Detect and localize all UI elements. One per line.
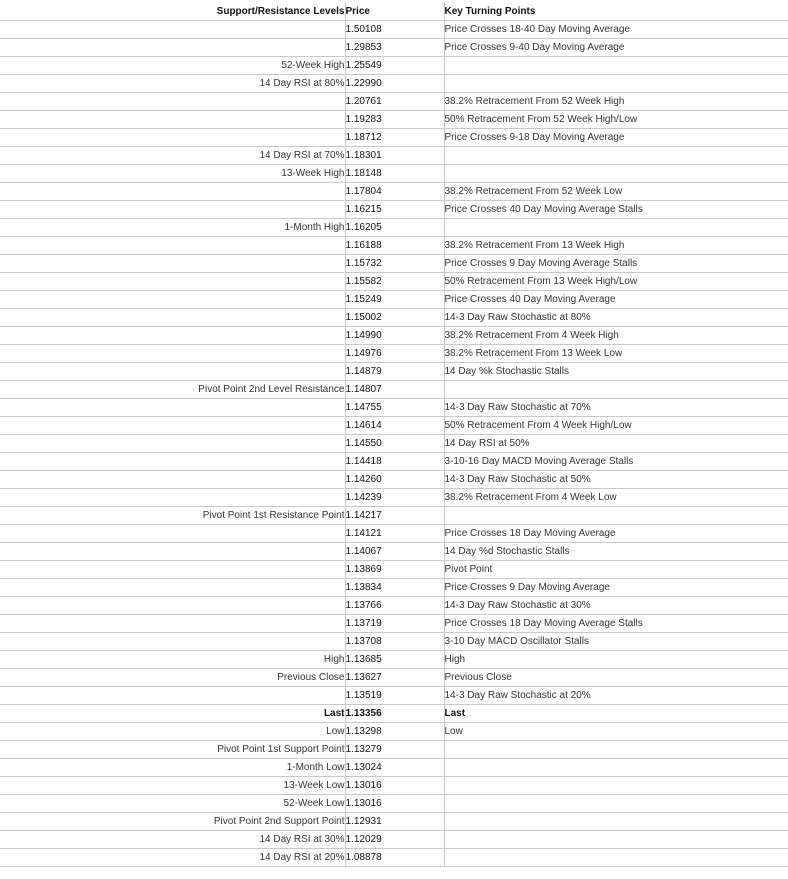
level-cell <box>0 453 345 471</box>
price-cell: 1.14614 <box>345 417 444 435</box>
table-row <box>0 669 788 687</box>
price-cell: 1.14990 <box>345 327 444 345</box>
table-row <box>0 813 788 831</box>
header-support-resistance: Support/Resistance Levels <box>0 3 345 21</box>
level-cell <box>0 309 345 327</box>
table-row <box>0 219 788 237</box>
table-row <box>0 723 788 741</box>
turning-point-cell: Price Crosses 9 Day Moving Average <box>444 579 788 597</box>
turning-point-cell: Price Crosses 40 Day Moving Average Stalls <box>444 201 788 219</box>
price-cell: 1.50108 <box>345 21 444 39</box>
level-cell: 13-Week Low <box>0 777 345 795</box>
price-cell: 1.15732 <box>345 255 444 273</box>
table-row <box>0 291 788 309</box>
table-row <box>0 417 788 435</box>
price-cell: 1.15582 <box>345 273 444 291</box>
turning-point-cell <box>444 165 788 183</box>
table-row <box>0 525 788 543</box>
level-cell <box>0 399 345 417</box>
level-cell: Previous Close <box>0 669 345 687</box>
turning-point-cell: 14-3 Day Raw Stochastic at 30% <box>444 597 788 615</box>
turning-point-cell <box>444 741 788 759</box>
turning-point-cell <box>444 759 788 777</box>
table-row <box>0 21 788 39</box>
table-row <box>0 579 788 597</box>
level-cell: Pivot Point 1st Support Point <box>0 741 345 759</box>
table-row <box>0 543 788 561</box>
price-cell: 1.13685 <box>345 651 444 669</box>
level-cell <box>0 633 345 651</box>
table-row <box>0 615 788 633</box>
level-cell <box>0 93 345 111</box>
price-cell: 1.14121 <box>345 525 444 543</box>
level-cell: 1-Month High <box>0 219 345 237</box>
level-cell: Low <box>0 723 345 741</box>
level-cell <box>0 597 345 615</box>
turning-point-cell: 14 Day %d Stochastic Stalls <box>444 543 788 561</box>
table-row <box>0 831 788 849</box>
price-cell: 1.12029 <box>345 831 444 849</box>
price-cell: 1.13766 <box>345 597 444 615</box>
table-row <box>0 57 788 75</box>
level-cell: Pivot Point 2nd Level Resistance <box>0 381 345 399</box>
price-cell: 1.14755 <box>345 399 444 417</box>
turning-point-cell: 3-10 Day MACD Oscillator Stalls <box>444 633 788 651</box>
table-row <box>0 147 788 165</box>
turning-point-cell: Price Crosses 9-18 Day Moving Average <box>444 129 788 147</box>
level-cell <box>0 327 345 345</box>
price-cell: 1.14976 <box>345 345 444 363</box>
turning-point-cell: 3-10-16 Day MACD Moving Average Stalls <box>444 453 788 471</box>
turning-point-cell: 38.2% Retracement From 52 Week Low <box>444 183 788 201</box>
table-row <box>0 471 788 489</box>
level-cell <box>0 471 345 489</box>
level-cell: High <box>0 651 345 669</box>
turning-point-cell: 14-3 Day Raw Stochastic at 70% <box>444 399 788 417</box>
turning-point-cell: Price Crosses 18 Day Moving Average Stalls <box>444 615 788 633</box>
level-cell: Last <box>0 705 345 723</box>
level-cell <box>0 687 345 705</box>
turning-point-cell <box>444 813 788 831</box>
price-cell: 1.13869 <box>345 561 444 579</box>
price-cell: 1.20761 <box>345 93 444 111</box>
level-cell: 14 Day RSI at 80% <box>0 75 345 93</box>
price-cell: 1.14550 <box>345 435 444 453</box>
price-cell: 1.13298 <box>345 723 444 741</box>
turning-point-cell: Last <box>444 705 788 723</box>
table-row <box>0 561 788 579</box>
price-cell: 1.18148 <box>345 165 444 183</box>
turning-point-cell: Price Crosses 18-40 Day Moving Average <box>444 21 788 39</box>
table-row <box>0 327 788 345</box>
table-row <box>0 93 788 111</box>
price-cell: 1.29853 <box>345 39 444 57</box>
turning-point-cell: Price Crosses 9 Day Moving Average Stalls <box>444 255 788 273</box>
price-cell: 1.14217 <box>345 507 444 525</box>
level-cell <box>0 543 345 561</box>
price-cell: 1.16215 <box>345 201 444 219</box>
price-cell: 1.13024 <box>345 759 444 777</box>
price-cell: 1.14239 <box>345 489 444 507</box>
turning-point-cell: 38.2% Retracement From 4 Week High <box>444 327 788 345</box>
table-row <box>0 489 788 507</box>
turning-point-cell <box>444 831 788 849</box>
header-key-turning-points: Key Turning Points <box>444 3 788 21</box>
table-row <box>0 129 788 147</box>
level-cell: 52-Week High <box>0 57 345 75</box>
turning-point-cell: 14-3 Day Raw Stochastic at 50% <box>444 471 788 489</box>
level-cell <box>0 21 345 39</box>
price-cell: 1.25549 <box>345 57 444 75</box>
turning-point-cell <box>444 777 788 795</box>
level-cell <box>0 237 345 255</box>
table-row <box>0 309 788 327</box>
turning-point-cell: 50% Retracement From 4 Week High/Low <box>444 417 788 435</box>
level-cell: 52-Week Low <box>0 795 345 813</box>
turning-point-cell: 50% Retracement From 52 Week High/Low <box>444 111 788 129</box>
turning-point-cell: Price Crosses 40 Day Moving Average <box>444 291 788 309</box>
price-cell: 1.14067 <box>345 543 444 561</box>
level-cell <box>0 255 345 273</box>
price-cell: 1.22990 <box>345 75 444 93</box>
turning-point-cell: 50% Retracement From 13 Week High/Low <box>444 273 788 291</box>
turning-point-cell <box>444 795 788 813</box>
price-cell: 1.13356 <box>345 705 444 723</box>
table-row <box>0 507 788 525</box>
price-cell: 1.18712 <box>345 129 444 147</box>
turning-point-cell <box>444 57 788 75</box>
table-row <box>0 597 788 615</box>
table-row <box>0 633 788 651</box>
level-cell <box>0 345 345 363</box>
level-cell <box>0 291 345 309</box>
price-cell: 1.13719 <box>345 615 444 633</box>
level-cell <box>0 363 345 381</box>
turning-point-cell: 38.2% Retracement From 13 Week High <box>444 237 788 255</box>
price-cell: 1.15002 <box>345 309 444 327</box>
turning-point-cell: 14-3 Day Raw Stochastic at 80% <box>444 309 788 327</box>
turning-point-cell <box>444 75 788 93</box>
level-cell <box>0 435 345 453</box>
price-cell: 1.15249 <box>345 291 444 309</box>
level-cell: 13-Week High <box>0 165 345 183</box>
table-row <box>0 759 788 777</box>
turning-point-cell: 14 Day RSI at 50% <box>444 435 788 453</box>
turning-point-cell: Price Crosses 18 Day Moving Average <box>444 525 788 543</box>
turning-point-cell: High <box>444 651 788 669</box>
level-cell: 14 Day RSI at 30% <box>0 831 345 849</box>
price-cell: 1.13627 <box>345 669 444 687</box>
turning-point-cell <box>444 147 788 165</box>
turning-point-cell: 38.2% Retracement From 52 Week High <box>444 93 788 111</box>
price-cell: 1.16205 <box>345 219 444 237</box>
level-cell <box>0 561 345 579</box>
level-cell <box>0 201 345 219</box>
table-row <box>0 111 788 129</box>
table-row <box>0 381 788 399</box>
turning-point-cell: 14-3 Day Raw Stochastic at 20% <box>444 687 788 705</box>
table-row <box>0 741 788 759</box>
table-row <box>0 255 788 273</box>
turning-point-cell: Pivot Point <box>444 561 788 579</box>
level-cell <box>0 39 345 57</box>
turning-point-cell: 38.2% Retracement From 13 Week Low <box>444 345 788 363</box>
table-row <box>0 39 788 57</box>
level-cell <box>0 579 345 597</box>
table-body <box>0 21 788 867</box>
turning-point-cell: Previous Close <box>444 669 788 687</box>
table-row <box>0 435 788 453</box>
turning-point-cell: 38.2% Retracement From 4 Week Low <box>444 489 788 507</box>
price-cell: 1.14418 <box>345 453 444 471</box>
price-cell: 1.18301 <box>345 147 444 165</box>
table-row <box>0 237 788 255</box>
level-cell: 1-Month Low <box>0 759 345 777</box>
table-row <box>0 183 788 201</box>
price-cell: 1.14879 <box>345 363 444 381</box>
table-row <box>0 201 788 219</box>
price-cell: 1.12931 <box>345 813 444 831</box>
price-cell: 1.13708 <box>345 633 444 651</box>
level-cell: 14 Day RSI at 20% <box>0 849 345 867</box>
turning-point-cell: Low <box>444 723 788 741</box>
price-cell: 1.14807 <box>345 381 444 399</box>
table-row <box>0 399 788 417</box>
table-row <box>0 75 788 93</box>
price-cell: 1.08878 <box>345 849 444 867</box>
turning-point-cell <box>444 507 788 525</box>
price-cell: 1.13519 <box>345 687 444 705</box>
price-cell: 1.17804 <box>345 183 444 201</box>
level-cell <box>0 273 345 291</box>
table-row <box>0 849 788 867</box>
header-row <box>0 3 788 21</box>
table-row <box>0 777 788 795</box>
turning-point-cell <box>444 381 788 399</box>
turning-point-cell <box>444 219 788 237</box>
price-cell: 1.16188 <box>345 237 444 255</box>
table-row <box>0 795 788 813</box>
table-row <box>0 273 788 291</box>
table-row <box>0 165 788 183</box>
turning-point-cell: Price Crosses 9-40 Day Moving Average <box>444 39 788 57</box>
table-row <box>0 345 788 363</box>
table-row <box>0 363 788 381</box>
table-row <box>0 705 788 723</box>
level-cell <box>0 129 345 147</box>
turning-point-cell: 14 Day %k Stochastic Stalls <box>444 363 788 381</box>
price-cell: 1.13016 <box>345 777 444 795</box>
levels-table <box>0 3 788 867</box>
price-cell: 1.14260 <box>345 471 444 489</box>
level-cell <box>0 615 345 633</box>
table-row <box>0 687 788 705</box>
price-cell: 1.13834 <box>345 579 444 597</box>
level-cell: 14 Day RSI at 70% <box>0 147 345 165</box>
price-cell: 1.13016 <box>345 795 444 813</box>
header-price: Price <box>345 3 444 21</box>
level-cell <box>0 183 345 201</box>
level-cell: Pivot Point 2nd Support Point <box>0 813 345 831</box>
level-cell: Pivot Point 1st Resistance Point <box>0 507 345 525</box>
level-cell <box>0 489 345 507</box>
table-row <box>0 651 788 669</box>
price-cell: 1.13279 <box>345 741 444 759</box>
level-cell <box>0 111 345 129</box>
level-cell <box>0 417 345 435</box>
table-row <box>0 453 788 471</box>
turning-point-cell <box>444 849 788 867</box>
level-cell <box>0 525 345 543</box>
price-cell: 1.19283 <box>345 111 444 129</box>
